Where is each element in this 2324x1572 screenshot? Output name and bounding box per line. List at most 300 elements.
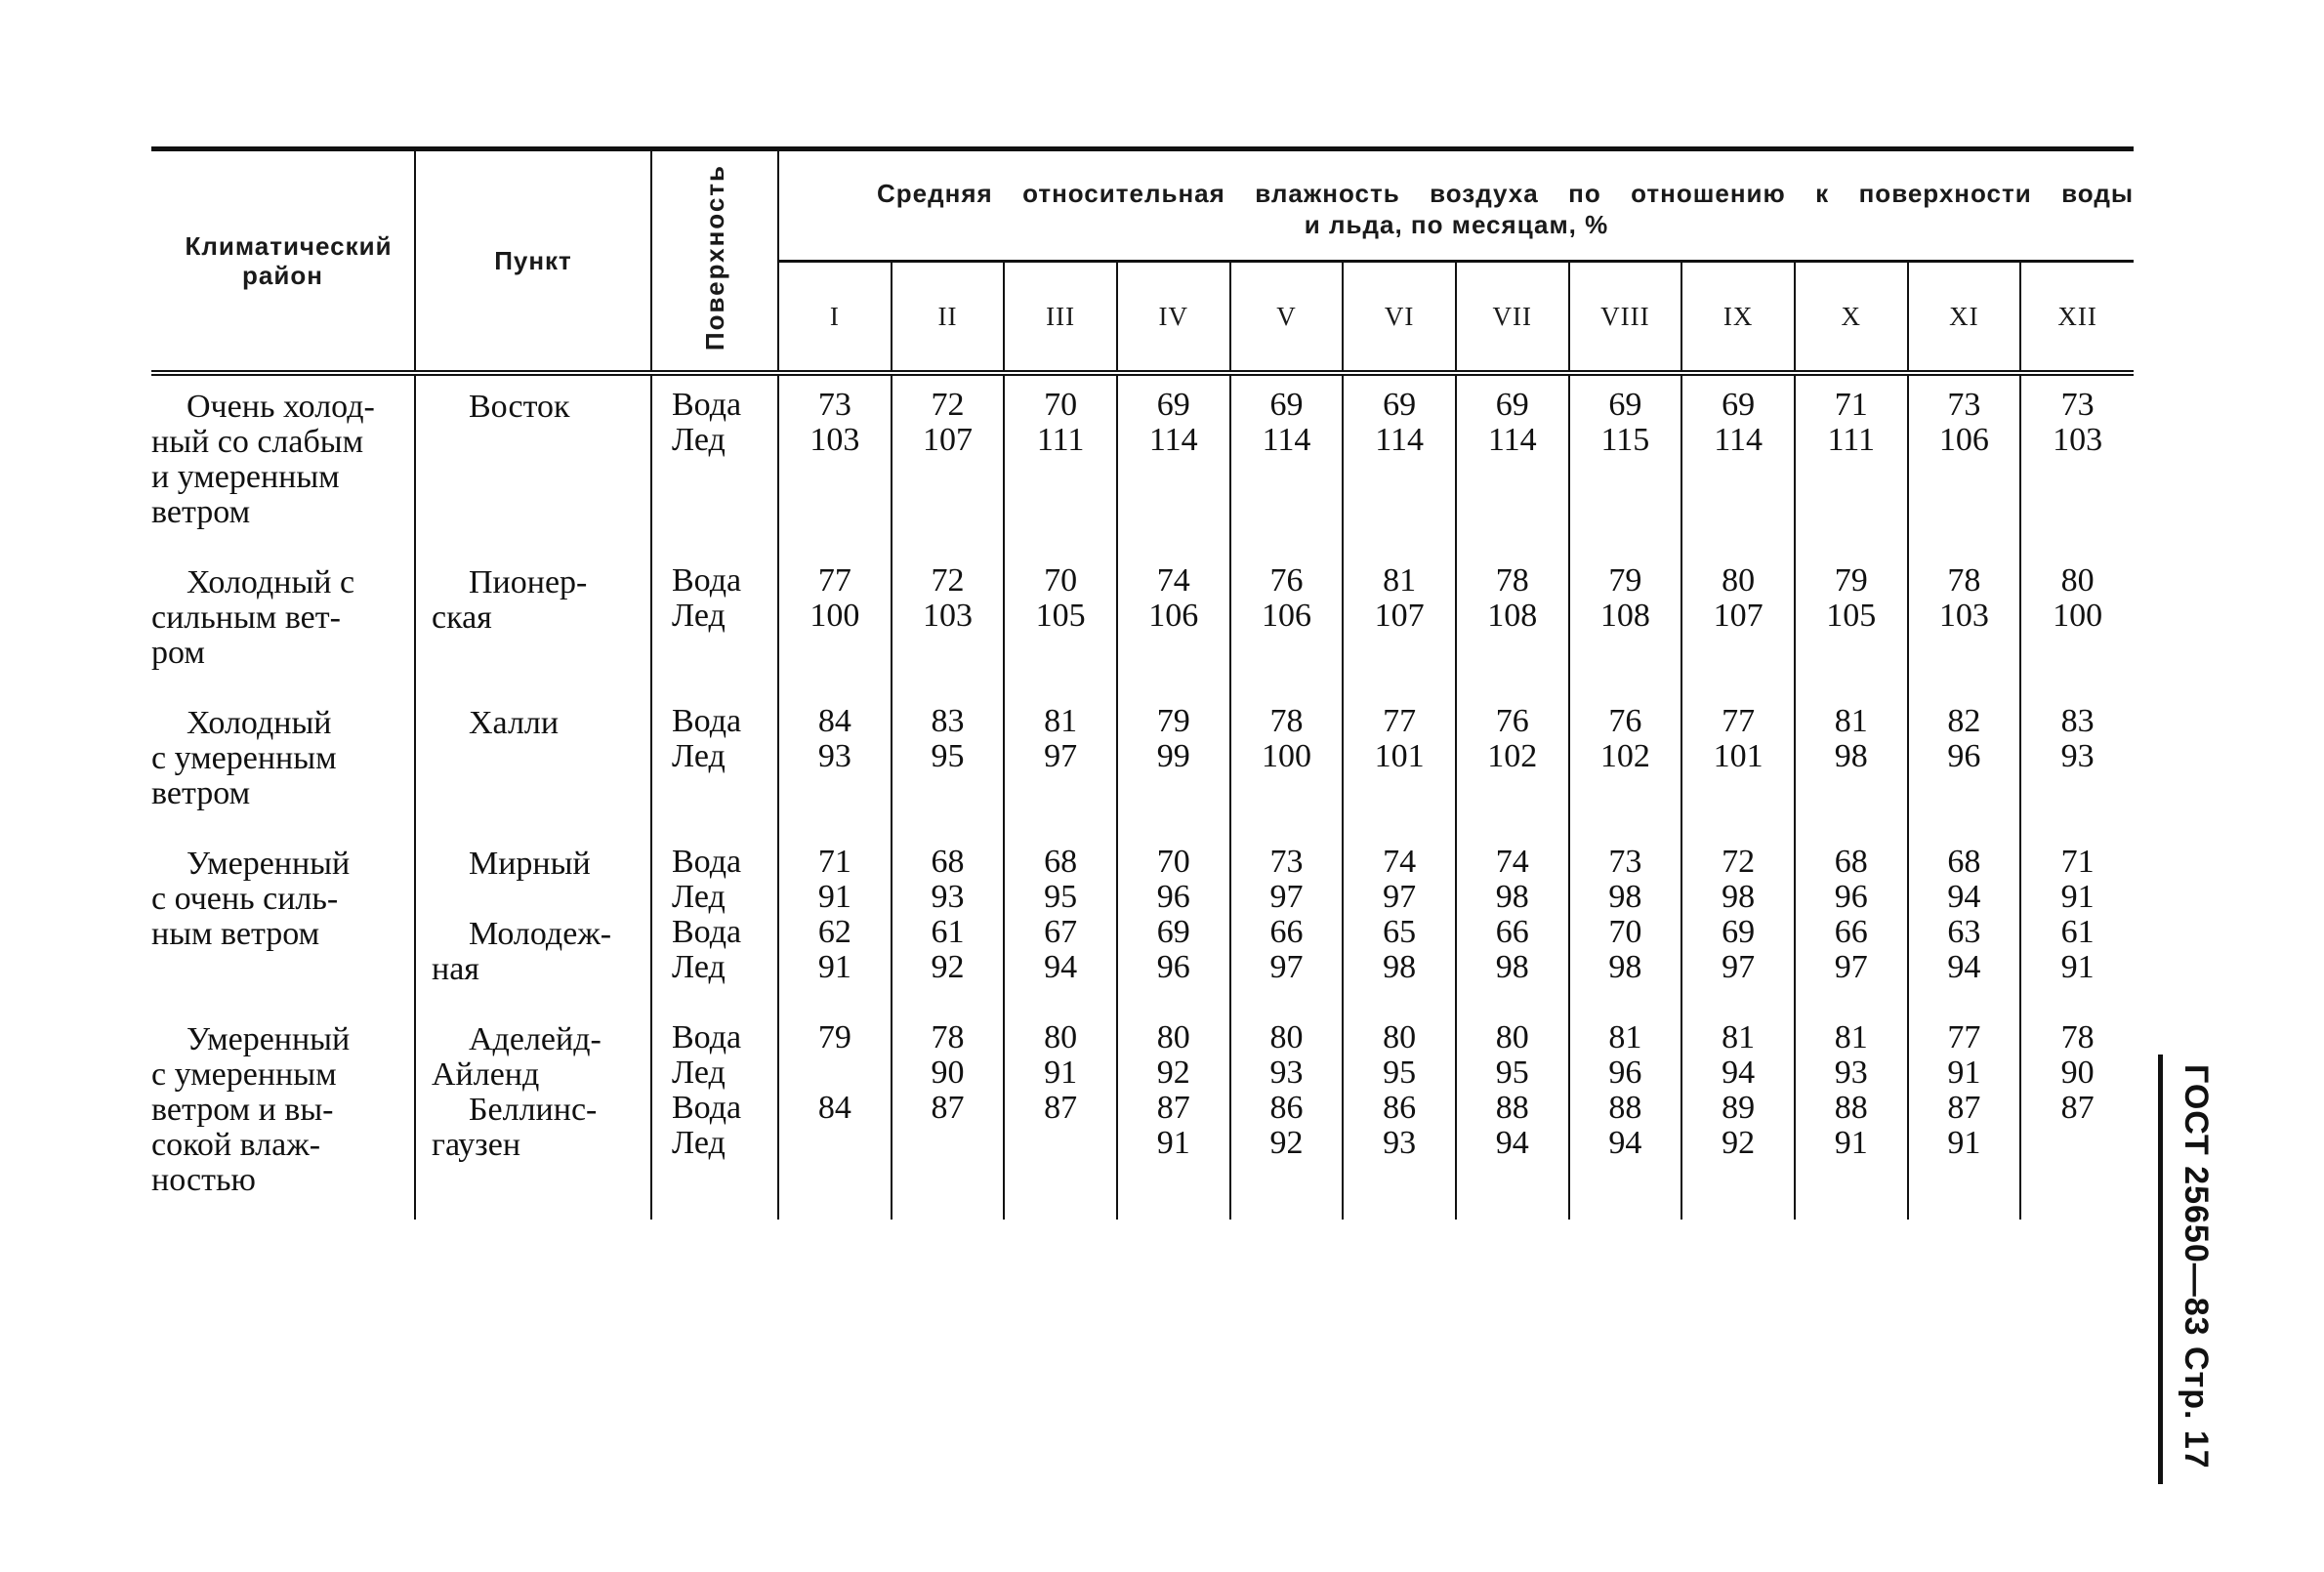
value-cell <box>778 552 892 692</box>
value: 100 <box>2053 598 2103 634</box>
value: 97 <box>1834 949 1868 985</box>
value-cell <box>778 692 892 833</box>
value: 111 <box>1827 422 1875 458</box>
value: 78 <box>931 1019 965 1055</box>
value-cell <box>1908 1009 2021 1220</box>
value: 72 <box>931 562 965 599</box>
value: 61 <box>2060 914 2095 950</box>
value: 91 <box>817 949 851 985</box>
value-cell <box>1117 1009 1230 1220</box>
header-humidity: Средняя относительная влажность воздуха по отношению к поверхности воды и льда, по месяцам, % <box>778 149 2134 262</box>
value-cell <box>1004 1009 1117 1220</box>
value: 91 <box>1044 1055 1078 1091</box>
region-line: Холодный с <box>187 564 355 600</box>
value: 91 <box>2060 879 2095 915</box>
value: 66 <box>1834 914 1868 950</box>
header-month: VII <box>1456 262 1569 374</box>
header-point: Пункт <box>415 149 651 374</box>
value: 108 <box>1487 598 1538 634</box>
value: 98 <box>1495 879 1529 915</box>
table-row <box>151 1009 2134 1220</box>
value-cell <box>1343 552 1456 692</box>
value-cell <box>1117 692 1230 833</box>
region-line: ветром и вы- <box>151 1092 334 1128</box>
region-line: Умеренный <box>187 846 351 882</box>
value: 114 <box>1375 422 1424 458</box>
value-cell <box>1230 692 1344 833</box>
surface-cell <box>651 692 778 833</box>
value-cell <box>1569 833 1682 1009</box>
header-surface: Поверхность <box>651 149 778 374</box>
value: 91 <box>1947 1125 1981 1161</box>
value: 94 <box>1608 1125 1642 1161</box>
value: 81 <box>1383 562 1417 599</box>
value: 114 <box>1148 422 1198 458</box>
value: 70 <box>1156 844 1190 880</box>
value: 95 <box>931 738 965 774</box>
value: 94 <box>1722 1055 1756 1091</box>
point-line <box>432 882 650 917</box>
value-cell <box>778 373 892 552</box>
value: 80 <box>2060 562 2095 599</box>
value-cell <box>1117 373 1230 552</box>
value: 98 <box>1383 949 1417 985</box>
value: 100 <box>809 598 860 634</box>
value: 95 <box>1044 879 1078 915</box>
value: 80 <box>1383 1019 1417 1055</box>
value: 87 <box>2060 1090 2095 1126</box>
value: 103 <box>2053 422 2103 458</box>
value: 98 <box>1608 949 1642 985</box>
running-header-text: ГОСТ 25650—83 Стр. 17 <box>2178 1064 2215 1469</box>
value: 100 <box>1261 738 1311 774</box>
value-cell <box>1004 552 1117 692</box>
surface-cell <box>651 833 778 1009</box>
value: 71 <box>2060 844 2095 880</box>
running-header <box>2158 1055 2221 1484</box>
value: 97 <box>1383 879 1417 915</box>
value: 77 <box>817 562 851 599</box>
value: 87 <box>1044 1090 1078 1126</box>
value: 89 <box>1722 1090 1756 1126</box>
value-cell <box>1795 552 1908 692</box>
value: 80 <box>1044 1019 1078 1055</box>
value-cell <box>1569 552 1682 692</box>
value: 79 <box>817 1019 851 1055</box>
value: 76 <box>1608 703 1642 739</box>
point-line: Беллинс- <box>469 1092 598 1128</box>
value: 69 <box>1156 387 1190 423</box>
value: 73 <box>817 387 851 423</box>
value: 88 <box>1495 1090 1529 1126</box>
value: 93 <box>1834 1055 1868 1091</box>
point-line: гаузен <box>432 1127 521 1163</box>
value: 71 <box>1834 387 1868 423</box>
value: 103 <box>809 422 860 458</box>
surface-cell <box>651 373 778 552</box>
header-month: IX <box>1681 262 1795 374</box>
value: 79 <box>1608 562 1642 599</box>
header-month: V <box>1230 262 1344 374</box>
value: 79 <box>1156 703 1190 739</box>
region-line: сильным вет- <box>151 600 341 636</box>
value: 90 <box>2060 1055 2095 1091</box>
value-cell <box>1230 1009 1344 1220</box>
value-cell <box>1908 692 2021 833</box>
value: 69 <box>1722 387 1756 423</box>
region-line: ным ветром <box>151 916 320 952</box>
region-line: с умеренным <box>151 740 337 776</box>
value: 68 <box>1947 844 1981 880</box>
value: 105 <box>1035 598 1086 634</box>
value: 108 <box>1599 598 1650 634</box>
value: 81 <box>1044 703 1078 739</box>
value: 94 <box>1044 949 1078 985</box>
value: 67 <box>1044 914 1078 950</box>
value: 93 <box>1383 1125 1417 1161</box>
value: 107 <box>922 422 973 458</box>
point-line: Молодеж- <box>469 916 612 952</box>
value: 90 <box>931 1055 965 1091</box>
value: 97 <box>1269 879 1304 915</box>
surface-line: Лед <box>672 1125 726 1161</box>
point-cell <box>415 692 651 833</box>
value <box>1005 1126 1116 1161</box>
value: 96 <box>1834 879 1868 915</box>
region-line: ветром <box>151 494 251 530</box>
surface-line: Лед <box>672 1055 726 1091</box>
value: 81 <box>1608 1019 1642 1055</box>
value: 99 <box>1156 738 1190 774</box>
value: 93 <box>931 879 965 915</box>
value: 63 <box>1947 914 1981 950</box>
value-cell <box>892 692 1005 833</box>
value: 69 <box>1722 914 1756 950</box>
value-cell <box>892 552 1005 692</box>
header-region: Климатический район <box>151 149 415 374</box>
value: 91 <box>1834 1125 1868 1161</box>
header-month: VI <box>1343 262 1456 374</box>
value: 73 <box>2060 387 2095 423</box>
surface-cell <box>651 1009 778 1220</box>
value: 88 <box>1608 1090 1642 1126</box>
value: 115 <box>1600 422 1650 458</box>
region-line: сокой влаж- <box>151 1127 321 1163</box>
region-line: Умеренный <box>187 1021 351 1057</box>
value: 95 <box>1495 1055 1529 1091</box>
value: 68 <box>931 844 965 880</box>
value <box>779 1055 891 1091</box>
value: 101 <box>1713 738 1764 774</box>
value: 73 <box>1269 844 1304 880</box>
surface-line: Лед <box>672 879 726 915</box>
value: 103 <box>1938 598 1989 634</box>
value-cell <box>1004 373 1117 552</box>
value: 95 <box>1383 1055 1417 1091</box>
value: 97 <box>1044 738 1078 774</box>
value: 80 <box>1495 1019 1529 1055</box>
value: 76 <box>1269 562 1304 599</box>
value: 106 <box>1938 422 1989 458</box>
value: 84 <box>817 1090 851 1126</box>
value: 77 <box>1722 703 1756 739</box>
surface-line: Вода <box>672 844 742 880</box>
region-line: ностью <box>151 1162 256 1198</box>
value: 94 <box>1947 949 1981 985</box>
surface-cell <box>651 552 778 692</box>
value-cell <box>1456 552 1569 692</box>
value: 86 <box>1269 1090 1304 1126</box>
point-line: Халли <box>469 705 560 741</box>
point-line: Айленд <box>432 1056 540 1093</box>
value: 69 <box>1383 387 1417 423</box>
value: 96 <box>1156 879 1190 915</box>
value-cell <box>1908 373 2021 552</box>
value: 91 <box>817 879 851 915</box>
region-line: Очень холод- <box>187 389 375 425</box>
value: 91 <box>1947 1055 1981 1091</box>
surface-line: Вода <box>672 703 742 739</box>
point-cell <box>415 373 651 552</box>
value-cell <box>1004 833 1117 1009</box>
region-cell <box>151 692 415 833</box>
surface-line: Вода <box>672 387 742 423</box>
value: 78 <box>1947 562 1981 599</box>
value-cell <box>892 373 1005 552</box>
value: 71 <box>817 844 851 880</box>
value: 82 <box>1947 703 1981 739</box>
value: 92 <box>931 949 965 985</box>
header-month: II <box>892 262 1005 374</box>
value: 102 <box>1599 738 1650 774</box>
value: 114 <box>1262 422 1311 458</box>
value-cell <box>1456 833 1569 1009</box>
value-cell <box>1795 373 1908 552</box>
region-cell <box>151 833 415 1009</box>
value: 66 <box>1269 914 1304 950</box>
value: 84 <box>817 703 851 739</box>
value: 107 <box>1713 598 1764 634</box>
value: 73 <box>1608 844 1642 880</box>
value: 72 <box>931 387 965 423</box>
value: 69 <box>1495 387 1529 423</box>
value: 87 <box>1947 1090 1981 1126</box>
region-line: Холодный <box>187 705 332 741</box>
region-line: ный со слабым <box>151 424 364 460</box>
value: 96 <box>1947 738 1981 774</box>
value-cell <box>1343 692 1456 833</box>
value-cell <box>2020 1009 2134 1220</box>
value-cell <box>1230 552 1344 692</box>
value: 72 <box>1722 844 1756 880</box>
value: 78 <box>1495 562 1529 599</box>
value-cell <box>1230 373 1344 552</box>
value-cell <box>778 1009 892 1220</box>
value: 94 <box>1495 1125 1529 1161</box>
value-cell <box>1681 373 1795 552</box>
value: 79 <box>1834 562 1868 599</box>
point-cell <box>415 1009 651 1220</box>
value: 61 <box>931 914 965 950</box>
value: 91 <box>2060 949 2095 985</box>
value-cell <box>1681 833 1795 1009</box>
value-cell <box>1456 1009 1569 1220</box>
surface-line: Лед <box>672 422 726 458</box>
value: 70 <box>1608 914 1642 950</box>
value: 106 <box>1148 598 1199 634</box>
value: 69 <box>1608 387 1642 423</box>
header-month: X <box>1795 262 1908 374</box>
value: 73 <box>1947 387 1981 423</box>
value-cell <box>1343 833 1456 1009</box>
value: 68 <box>1044 844 1078 880</box>
value: 93 <box>817 738 851 774</box>
region-line: и умеренным <box>151 459 340 495</box>
point-line: ная <box>432 951 479 987</box>
value-cell <box>1681 1009 1795 1220</box>
region-line: ветром <box>151 775 251 811</box>
region-line: с очень силь- <box>151 881 339 917</box>
value-cell <box>1004 692 1117 833</box>
value: 88 <box>1834 1090 1868 1126</box>
value: 74 <box>1495 844 1529 880</box>
value: 70 <box>1044 562 1078 599</box>
value-cell <box>1117 552 1230 692</box>
value: 103 <box>922 598 973 634</box>
value-cell <box>1117 833 1230 1009</box>
value: 92 <box>1722 1125 1756 1161</box>
value-cell <box>1795 833 1908 1009</box>
point-line: Восток <box>469 389 570 425</box>
value: 81 <box>1722 1019 1756 1055</box>
region-cell <box>151 552 415 692</box>
value-cell <box>1456 692 1569 833</box>
value: 77 <box>1947 1019 1981 1055</box>
value: 68 <box>1834 844 1868 880</box>
value: 74 <box>1156 562 1190 599</box>
value: 106 <box>1261 598 1311 634</box>
surface-line: Лед <box>672 598 726 634</box>
point-line: ская <box>432 600 492 636</box>
value-cell <box>1343 373 1456 552</box>
value <box>892 1126 1004 1161</box>
value: 66 <box>1495 914 1529 950</box>
value: 98 <box>1834 738 1868 774</box>
value-cell <box>892 1009 1005 1220</box>
value-cell <box>778 833 892 1009</box>
point-line: Аделейд- <box>469 1021 602 1057</box>
value: 107 <box>1374 598 1425 634</box>
value: 96 <box>1156 949 1190 985</box>
value-cell <box>1230 833 1344 1009</box>
table-row <box>151 373 2134 552</box>
value: 83 <box>2060 703 2095 739</box>
value-cell <box>1569 373 1682 552</box>
value: 62 <box>817 914 851 950</box>
value: 77 <box>1383 703 1417 739</box>
value: 98 <box>1495 949 1529 985</box>
header-month: IV <box>1117 262 1230 374</box>
value-cell <box>1681 692 1795 833</box>
value-cell <box>1795 1009 1908 1220</box>
value: 92 <box>1156 1055 1190 1091</box>
value: 69 <box>1269 387 1304 423</box>
value-cell <box>1456 373 1569 552</box>
region-line: ром <box>151 635 205 671</box>
header-month: VIII <box>1569 262 1682 374</box>
table-row <box>151 833 2134 1009</box>
surface-line: Вода <box>672 914 742 950</box>
value-cell <box>1908 833 2021 1009</box>
point-cell <box>415 833 651 1009</box>
point-line: Мирный <box>469 846 591 882</box>
region-cell <box>151 373 415 552</box>
value: 80 <box>1269 1019 1304 1055</box>
value: 98 <box>1722 879 1756 915</box>
value: 93 <box>2060 738 2095 774</box>
value: 102 <box>1487 738 1538 774</box>
value: 105 <box>1826 598 1877 634</box>
table-body <box>151 373 2134 1220</box>
value: 98 <box>1608 879 1642 915</box>
value: 87 <box>1156 1090 1190 1126</box>
value-cell <box>1908 552 2021 692</box>
value: 76 <box>1495 703 1529 739</box>
value: 83 <box>931 703 965 739</box>
value-cell <box>2020 833 2134 1009</box>
value: 78 <box>1269 703 1304 739</box>
value: 81 <box>1834 703 1868 739</box>
value: 74 <box>1383 844 1417 880</box>
point-line: Пионер- <box>469 564 588 600</box>
value: 91 <box>1156 1125 1190 1161</box>
value: 87 <box>931 1090 965 1126</box>
region-cell <box>151 1009 415 1220</box>
table-row <box>151 692 2134 833</box>
header-month: I <box>778 262 892 374</box>
value: 80 <box>1722 562 1756 599</box>
value: 69 <box>1156 914 1190 950</box>
header-month: III <box>1004 262 1117 374</box>
value-cell <box>1569 1009 1682 1220</box>
value: 93 <box>1269 1055 1304 1091</box>
value: 114 <box>1714 422 1763 458</box>
value-cell <box>2020 552 2134 692</box>
value: 70 <box>1044 387 1078 423</box>
surface-line: Лед <box>672 949 726 985</box>
surface-line: Вода <box>672 1019 742 1055</box>
value-cell <box>1343 1009 1456 1220</box>
point-cell <box>415 552 651 692</box>
surface-line: Лед <box>672 738 726 774</box>
value-cell <box>2020 373 2134 552</box>
value: 101 <box>1374 738 1425 774</box>
surface-line: Вода <box>672 562 742 599</box>
value-cell <box>1795 692 1908 833</box>
value: 65 <box>1383 914 1417 950</box>
header-month: XI <box>1908 262 2021 374</box>
value-cell <box>892 833 1005 1009</box>
table-row <box>151 552 2134 692</box>
value: 111 <box>1036 422 1085 458</box>
value: 96 <box>1608 1055 1642 1091</box>
value-cell <box>2020 692 2134 833</box>
value: 78 <box>2060 1019 2095 1055</box>
value <box>2021 1126 2134 1161</box>
value: 97 <box>1269 949 1304 985</box>
value-cell <box>1681 552 1795 692</box>
value <box>779 1126 891 1161</box>
